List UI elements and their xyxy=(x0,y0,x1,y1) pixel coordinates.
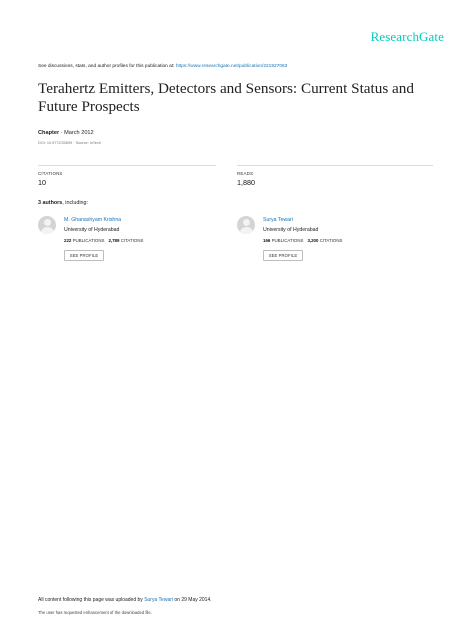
citations-label: CITATIONS xyxy=(38,171,63,176)
authors-heading xyxy=(38,200,88,206)
author-publications-label: PUBLICATIONS xyxy=(271,238,304,243)
researchgate-logo[interactable]: ResearchGate xyxy=(370,29,444,44)
author-citations-count: 3,200 xyxy=(307,238,319,243)
discover-text: See discussions, stats, and author profiles for this publication at: xyxy=(38,64,176,69)
reads-value: 1,880 xyxy=(237,178,255,187)
publication-doi: DOI: 10.5772/33699 · Source: InTech xyxy=(38,141,101,145)
reads-label: READS xyxy=(237,171,254,176)
divider-reads xyxy=(237,165,433,166)
avatar-placeholder-icon[interactable] xyxy=(38,216,56,234)
see-profile-button[interactable]: SEE PROFILE xyxy=(64,250,104,261)
author-citations-label: CITATIONS xyxy=(120,238,144,243)
author-publications-count: 222 xyxy=(64,238,72,243)
author-name[interactable]: Surya Tewari xyxy=(263,217,293,223)
author-card xyxy=(38,216,228,266)
author-stats xyxy=(263,238,342,243)
see-profile-button[interactable]: SEE PROFILE xyxy=(263,250,303,261)
upload-prefix: All content following this page was uploaded by xyxy=(38,597,145,603)
divider-citations xyxy=(38,165,216,166)
author-affiliation: University of Hyderabad xyxy=(263,227,319,233)
author-publications-label: PUBLICATIONS xyxy=(72,238,105,243)
enhancement-note: The user has requested enhancement of the downloaded file. xyxy=(38,610,152,615)
publication-type: Chapter xyxy=(38,130,60,136)
publication-link[interactable]: https://www.researchgate.net/publication/221927063 xyxy=(175,64,288,69)
author-stats xyxy=(64,238,143,243)
author-card xyxy=(237,216,427,266)
upload-date: on 29 May 2014. xyxy=(173,597,212,603)
author-affiliation: University of Hyderabad xyxy=(64,227,120,233)
authors-suffix: , including: xyxy=(62,200,89,206)
citations-value: 10 xyxy=(38,178,46,187)
author-name[interactable]: M. Ghanashyam Krishna xyxy=(64,217,122,223)
discover-line xyxy=(38,64,438,69)
uploader-link[interactable]: Surya Tewari xyxy=(144,597,173,603)
author-publications-count: 166 xyxy=(263,238,271,243)
publication-date: · March 2012 xyxy=(60,130,94,136)
publication-title: Terahertz Emitters, Detectors and Sensors: Current Status and Future Prospects xyxy=(38,80,414,115)
author-citations-count: 2,789 xyxy=(108,238,120,243)
upload-note xyxy=(38,597,212,603)
avatar-placeholder-icon[interactable] xyxy=(237,216,255,234)
author-citations-label: CITATIONS xyxy=(319,238,343,243)
authors-count: 3 authors xyxy=(38,200,63,206)
publication-meta xyxy=(38,130,94,136)
